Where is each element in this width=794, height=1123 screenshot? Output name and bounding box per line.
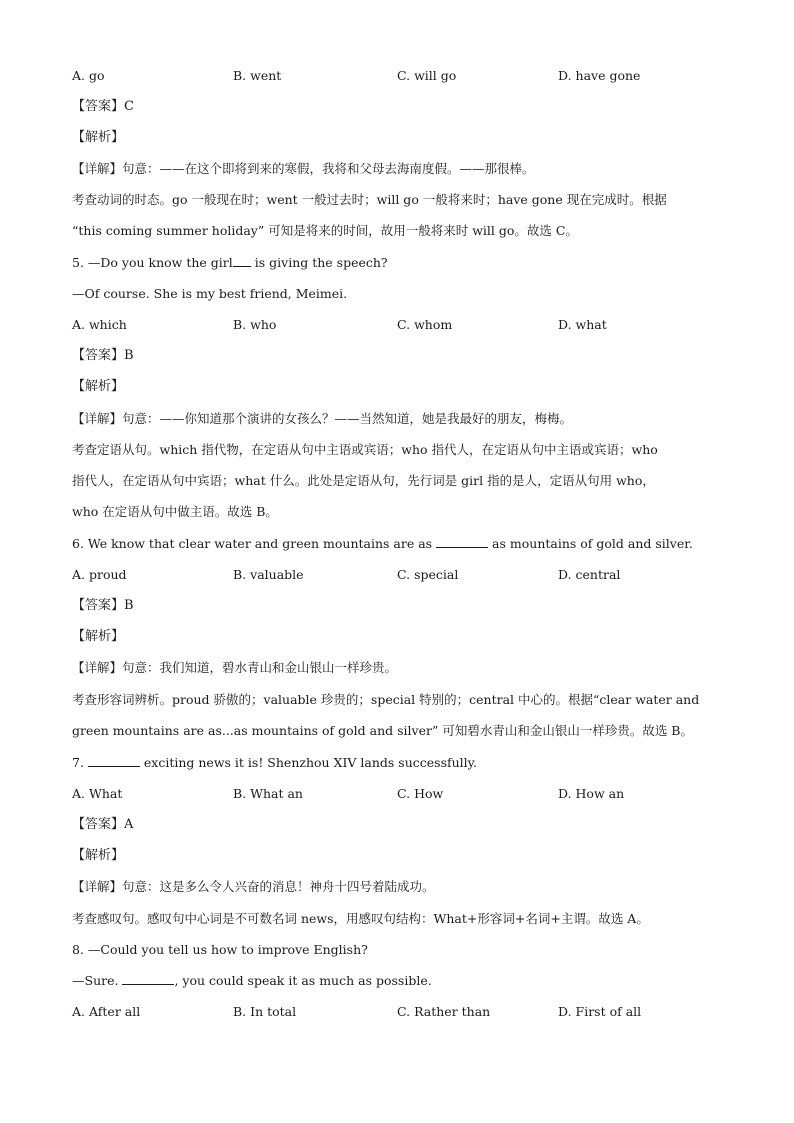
q4-detail: 【详解】句意：——在这个即将到来的寒假，我将和父母去海南度假。——那很棒。 bbox=[72, 161, 535, 176]
q6-options bbox=[72, 566, 752, 584]
q6-option-d: D. central bbox=[558, 567, 621, 582]
q5-stem bbox=[72, 254, 734, 272]
q8-reply-pre: —Sure. bbox=[72, 973, 123, 988]
q4-analysis-label: 【解析】 bbox=[72, 130, 125, 145]
q7-detail: 【详解】句意：这是多么令人兴奋的消息！神舟十四号着陆成功。 bbox=[72, 879, 435, 894]
q6-stem-post: as mountains of gold and silver. bbox=[488, 536, 693, 551]
q8-blank bbox=[122, 972, 174, 985]
q4-options bbox=[72, 67, 752, 85]
q5-detail: 【详解】句意：——你知道那个演讲的女孩么？——当然知道，她是我最好的朋友，梅梅。 bbox=[72, 411, 573, 426]
q6-explain-2: green mountains are as...as mountains of gold and silver” 可知碧水青山和金山银山一样珍贵。故选 B。 bbox=[72, 723, 693, 738]
q4-option-d: D. have gone bbox=[558, 68, 641, 83]
q7-stem-pre: 7. bbox=[72, 755, 88, 770]
q5-answer: 【答案】B bbox=[72, 348, 134, 363]
q7-option-b: B. What an bbox=[233, 786, 303, 801]
q4-option-a: A. go bbox=[72, 68, 105, 83]
q8-option-d: D. First of all bbox=[558, 1004, 642, 1019]
q5-stem-pre: 5. —Do you know the girl bbox=[72, 255, 233, 270]
q6-option-a: A. proud bbox=[72, 567, 127, 582]
q6-option-c: C. special bbox=[397, 567, 459, 582]
q7-answer: 【答案】A bbox=[72, 817, 134, 832]
q6-answer: 【答案】B bbox=[72, 598, 134, 613]
q8-option-c: C. Rather than bbox=[397, 1004, 491, 1019]
q8-stem: 8. —Could you tell us how to improve English? bbox=[72, 942, 368, 957]
q4-explain-1: 考查动词的时态。go 一般现在时；went 一般过去时；will go 一般将来时；have gone 现在完成时。根据 bbox=[72, 192, 667, 207]
q6-option-b: B. valuable bbox=[233, 567, 304, 582]
q5-reply: —Of course. She is my best friend, Meimei. bbox=[72, 286, 348, 301]
q8-option-b: B. In total bbox=[233, 1004, 297, 1019]
q7-options bbox=[72, 785, 752, 803]
q7-option-d: D. How an bbox=[558, 786, 625, 801]
q6-stem-pre: 6. We know that clear water and green mountains are as bbox=[72, 536, 437, 551]
q5-explain-3: who 在定语从句中做主语。故选 B。 bbox=[72, 504, 278, 519]
q5-analysis-label: 【解析】 bbox=[72, 379, 125, 394]
q7-blank bbox=[88, 754, 140, 767]
q5-explain-2: 指代人，在定语从句中宾语；what 什么。此处是定语从句，先行词是 girl 指的是人，定语从句用 who， bbox=[72, 473, 655, 488]
q5-explain-1: 考查定语从句。which 指代物，在定语从句中主语或宾语；who 指代人，在定语从句中主语或宾语；who bbox=[72, 442, 658, 457]
q5-blank bbox=[233, 254, 251, 267]
q7-explain-1: 考查感叹句。感叹句中心词是不可数名词 news，用感叹句结构：What+形容词+名词+主谓。故选 A。 bbox=[72, 911, 649, 926]
q7-stem bbox=[72, 754, 734, 772]
q6-analysis-label: 【解析】 bbox=[72, 629, 125, 644]
q7-option-a: A. What bbox=[72, 786, 123, 801]
q5-stem-post: is giving the speech? bbox=[250, 255, 388, 270]
q5-option-d: D. what bbox=[558, 317, 607, 332]
q6-stem bbox=[72, 535, 734, 553]
q8-reply bbox=[72, 972, 734, 990]
q4-answer: 【答案】C bbox=[72, 99, 134, 114]
q5-options bbox=[72, 316, 752, 334]
q8-option-a: A. After all bbox=[72, 1004, 141, 1019]
q6-detail: 【详解】句意：我们知道，碧水青山和金山银山一样珍贵。 bbox=[72, 660, 398, 675]
q7-analysis-label: 【解析】 bbox=[72, 848, 125, 863]
q4-explain-2: “this coming summer holiday” 可知是将来的时间，故用一般将来时 will go。故选 C。 bbox=[72, 223, 578, 238]
q7-stem-post: exciting news it is! Shenzhou XIV lands successfully. bbox=[139, 755, 478, 770]
q4-option-c: C. will go bbox=[397, 68, 457, 83]
q6-blank bbox=[436, 535, 488, 548]
q8-reply-post: , you could speak it as much as possible. bbox=[174, 973, 432, 988]
q5-option-b: B. who bbox=[233, 317, 277, 332]
q5-option-a: A. which bbox=[72, 317, 127, 332]
q7-option-c: C. How bbox=[397, 786, 444, 801]
q6-explain-1: 考查形容词辨析。proud 骄傲的；valuable 珍贵的；special 特别的；central 中心的。根据“clear water and bbox=[72, 692, 700, 707]
q5-option-c: C. whom bbox=[397, 317, 453, 332]
q8-options bbox=[72, 1003, 752, 1021]
q4-option-b: B. went bbox=[233, 68, 282, 83]
